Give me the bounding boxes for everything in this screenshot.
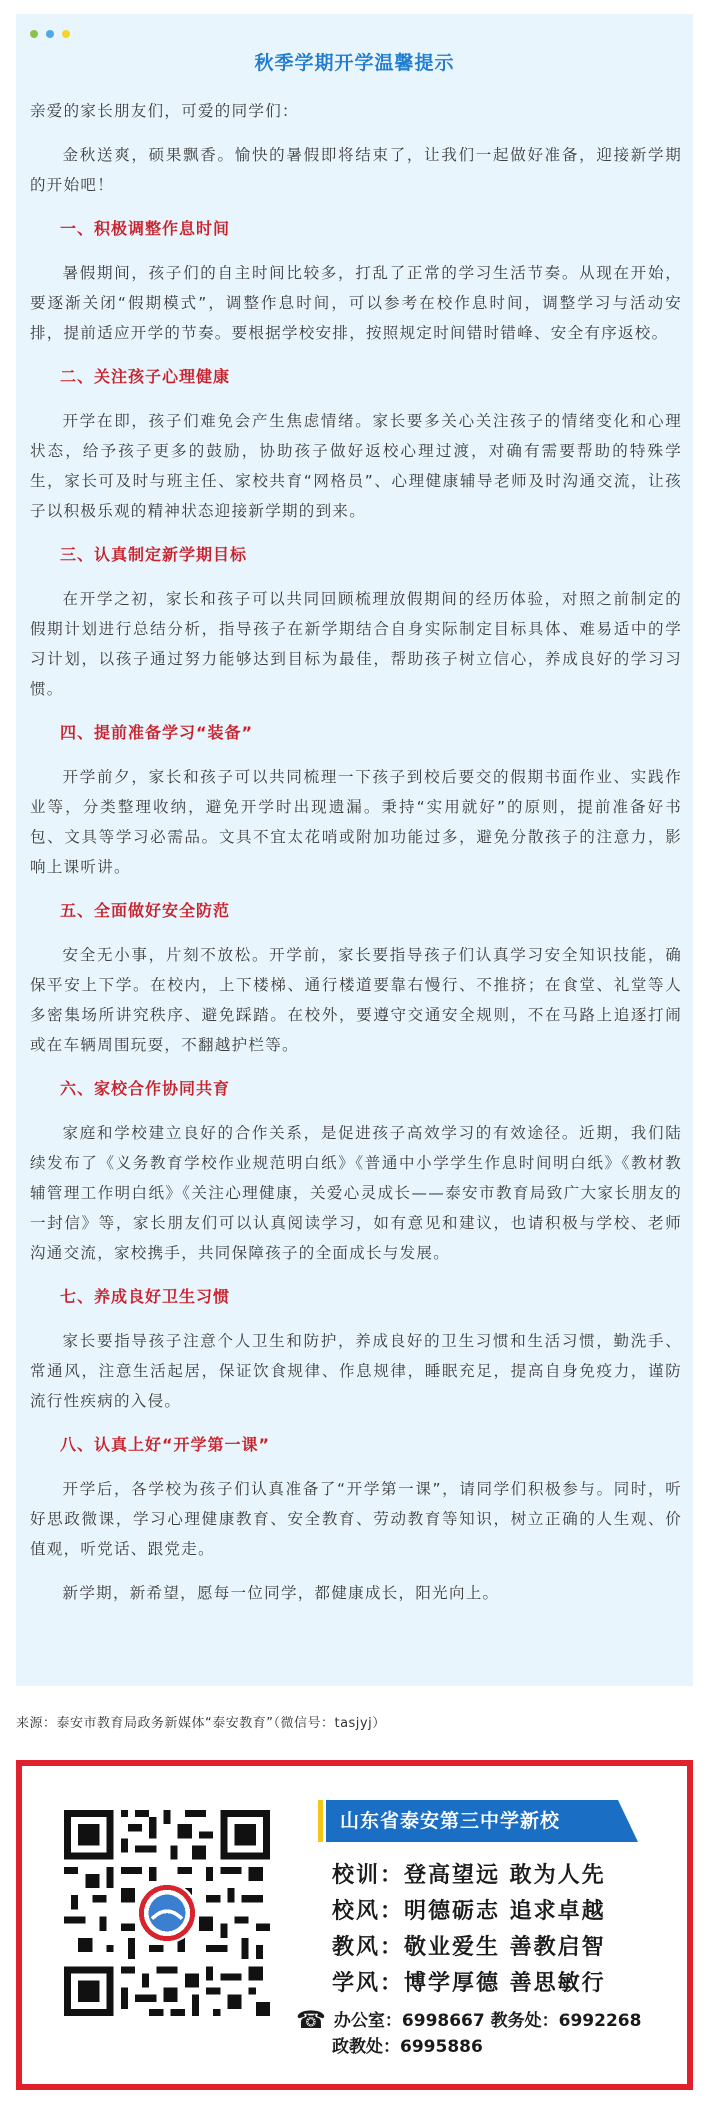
phone-icon: ☎ [296, 2006, 326, 2034]
section-body: 家长要指导孩子注意个人卫生和防护，养成良好的卫生习惯和生活习惯，勤洗手、常通风，注意生活起居，保证饮食规律、作息规律，睡眠充足，提高自身免疫力，谨防流行性疾病的入侵。 [30, 1332, 682, 1410]
section-body: 开学前夕，家长和孩子可以共同梳理一下孩子到校后要交的假期书面作业、实践作业等，分类整理收纳，避免开学时出现遗漏。秉持“实用就好”的原则，提前准备好书包、文具等学习必需品。文具不宜太花哨或附加功能过多，避免分散孩子的注意力，影响上课听讲。 [30, 768, 682, 876]
section-heading: 八、认真上好“开学第一课” [60, 1435, 271, 1454]
political-office-phone: 政教处：6995886 [332, 2037, 483, 2057]
article-title: 秋季学期开学温馨提示 [254, 52, 455, 74]
closing-paragraph: 新学期，新希望，愿每一位同学，都健康成长，阳光向上。 [62, 1584, 500, 1602]
section-body: 安全无小事，片刻不放松。开学前，家长要指导孩子们认真学习安全知识技能，确保平安上下学。在校内，上下楼梯、通行楼道要靠右慢行、不推挤；在食堂、礼堂等人多密集场所讲究秩序、避免踩踏。在校外，要遵守交通安全规则，不在马路上追逐打闹或在车辆周围玩耍，不翻越护栏等。 [30, 946, 682, 1054]
greeting: 亲爱的家长朋友们，可爱的同学们： [30, 102, 299, 120]
window-dots [30, 30, 70, 38]
section-heading: 一、积极调整作息时间 [60, 219, 231, 238]
article-card [16, 14, 693, 1686]
phone-numbers-line [296, 2006, 641, 2034]
section-heading: 七、养成良好卫生习惯 [60, 1287, 231, 1306]
teaching-spirit: 教风：敬业爱生 善教启智 [332, 1935, 606, 1960]
section-body: 家庭和学校建立良好的合作关系，是促进孩子高效学习的有效途径。近期，我们陆续发布了《义务教育学校作业规范明白纸》《普通中小学学生作息时间明白纸》《教材教辅管理工作明白纸》《关注心理健康，关爱心灵成长——泰安市教育局致广大家长朋友的一封信》等，家长朋友们可以认真阅读学习，如有意见和建议，也请积极与学校、老师沟通交流，家校携手，共同保障孩子的全面成长与发展。 [30, 1124, 682, 1262]
section-heading: 二、关注孩子心理健康 [60, 367, 231, 386]
study-spirit: 学风：博学厚德 善思敏行 [332, 1971, 606, 1996]
school-spirit: 校风：明德砺志 追求卓越 [332, 1899, 606, 1924]
section-heading: 六、家校合作协同共育 [60, 1079, 231, 1098]
article-content [30, 96, 682, 1608]
green-dot-icon [30, 30, 38, 38]
intro-paragraph: 金秋送爽，硕果飘香。愉快的暑假即将结束了，让我们一起做好准备，迎接新学期的开始吧！ [30, 146, 682, 194]
section-body: 开学在即，孩子们难免会产生焦虑情绪。家长要多关心关注孩子的情绪变化和心理状态，给予孩子更多的鼓励，协助孩子做好返校心理过渡，对确有需要帮助的特殊学生，家长可及时与班主任、家校共育“网格员”、心理健康辅导老师及时沟通交流，让孩子以积极乐观的精神状态迎接新学期的到来。 [30, 412, 682, 520]
section-body: 在开学之初，家长和孩子可以共同回顾梳理放假期间的经历体验，对照之前制定的假期计划进行总结分析，指导孩子在新学期结合自身实际制定目标具体、难易适中的学习计划，以孩子通过努力能够达到目标为最佳，帮助孩子树立信心，养成良好的学习习惯。 [30, 590, 682, 698]
school-footer [16, 1760, 693, 2090]
qr-code [64, 1810, 270, 2016]
section-body: 开学后，各学校为孩子们认真准备了“开学第一课”，请同学们积极参与。同时，听好思政微课，学习心理健康教育、安全教育、劳动教育等知识，树立正确的人生观、价值观，听党话、跟党走。 [30, 1480, 682, 1558]
section-body: 暑假期间，孩子们的自主时间比较多，打乱了正常的学习生活节奏。从现在开始，要逐渐关闭“假期模式”，调整作息时间，可以参考在校作息时间，调整学习与活动安排，提前适应开学的节奏。要根据学校安排，按照规定时间错时错峰、安全有序返校。 [30, 264, 682, 342]
yellow-dot-icon [62, 30, 70, 38]
school-motto: 校训：登高望远 敢为人先 [332, 1863, 606, 1888]
source-line: 来源：泰安市教育局政务新媒体“泰安教育”（微信号：tasjyj） [16, 1716, 386, 1731]
section-heading: 三、认真制定新学期目标 [60, 545, 248, 564]
blue-dot-icon [46, 30, 54, 38]
office-phones: 办公室：6998667 教务处：6992268 [333, 2011, 642, 2031]
section-heading: 四、提前准备学习“装备” [60, 723, 254, 742]
section-heading: 五、全面做好安全防范 [60, 901, 231, 920]
school-name: 山东省泰安第三中学新校 [340, 1810, 561, 1832]
